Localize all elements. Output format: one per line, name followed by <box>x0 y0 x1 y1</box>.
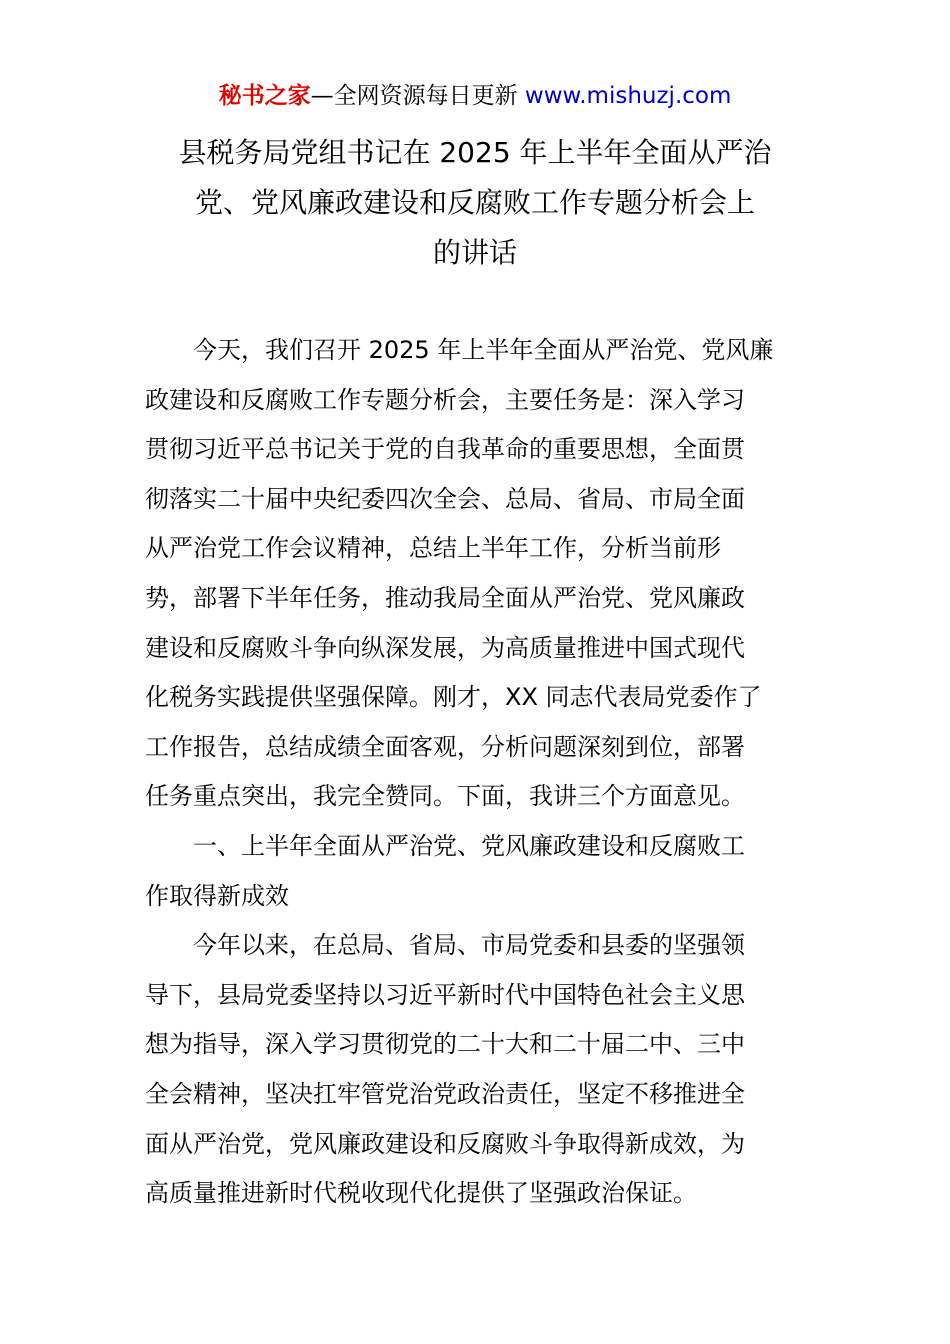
title-line: 党、党风廉政建设和反腐败工作专题分析会上 <box>194 186 755 219</box>
title-line: 县税务局党组书记在 2025 年上半年全面从严治 <box>178 136 772 169</box>
text-line: 从严治党工作会议精神，总结上半年工作，分析当前形 <box>145 534 721 563</box>
site-header <box>0 80 950 112</box>
text-line: 势，部署下半年任务，推动我局全面从严治党、党风廉政 <box>145 583 745 612</box>
text-line: 建设和反腐败斗争向纵深发展，为高质量推进中国式现代 <box>145 633 745 662</box>
document-title <box>120 128 830 278</box>
paragraph-intro <box>145 326 825 822</box>
document-body <box>145 326 825 1219</box>
text-line: 面从严治党，党风廉政建设和反腐败斗争取得新成效，为 <box>145 1129 745 1158</box>
text-line: 贯彻习近平总书记关于党的自我革命的重要思想，全面贯 <box>145 435 745 464</box>
section-heading-1 <box>145 822 825 921</box>
title-line: 的讲话 <box>432 236 517 269</box>
site-url-link[interactable]: www.mishuzj.com <box>524 83 732 109</box>
text-line: 全会精神，坚决扛牢管党治党政治责任，坚定不移推进全 <box>145 1079 745 1108</box>
text-line: 化税务实践提供坚强保障。刚才，XX 同志代表局党委作了 <box>145 683 762 712</box>
text-line: 一、上半年全面从严治党、党风廉政建设和反腐败工 <box>193 831 745 860</box>
text-line: 彻落实二十届中央纪委四次全会、总局、省局、市局全面 <box>145 484 745 513</box>
text-line: 高质量推进新时代税收现代化提供了坚强政治保证。 <box>145 1179 697 1208</box>
paragraph-section-1 <box>145 921 825 1219</box>
text-line: 工作报告，总结成绩全面客观，分析问题深刻到位，部署 <box>145 732 745 761</box>
site-tagline: —全网资源每日更新 <box>310 83 525 109</box>
text-line: 作取得新成效 <box>145 881 289 910</box>
text-line: 政建设和反腐败工作专题分析会，主要任务是：深入学习 <box>145 385 745 414</box>
brand-name: 秘书之家 <box>218 83 311 109</box>
text-line: 任务重点突出，我完全赞同。下面，我讲三个方面意见。 <box>145 782 745 811</box>
text-line: 想为指导，深入学习贯彻党的二十大和二十届二中、三中 <box>145 1030 745 1059</box>
text-line: 导下，县局党委坚持以习近平新时代中国特色社会主义思 <box>145 980 745 1009</box>
text-line: 今年以来，在总局、省局、市局党委和县委的坚强领 <box>193 931 745 960</box>
text-line: 今天，我们召开 2025 年上半年全面从严治党、党风廉 <box>193 336 774 364</box>
